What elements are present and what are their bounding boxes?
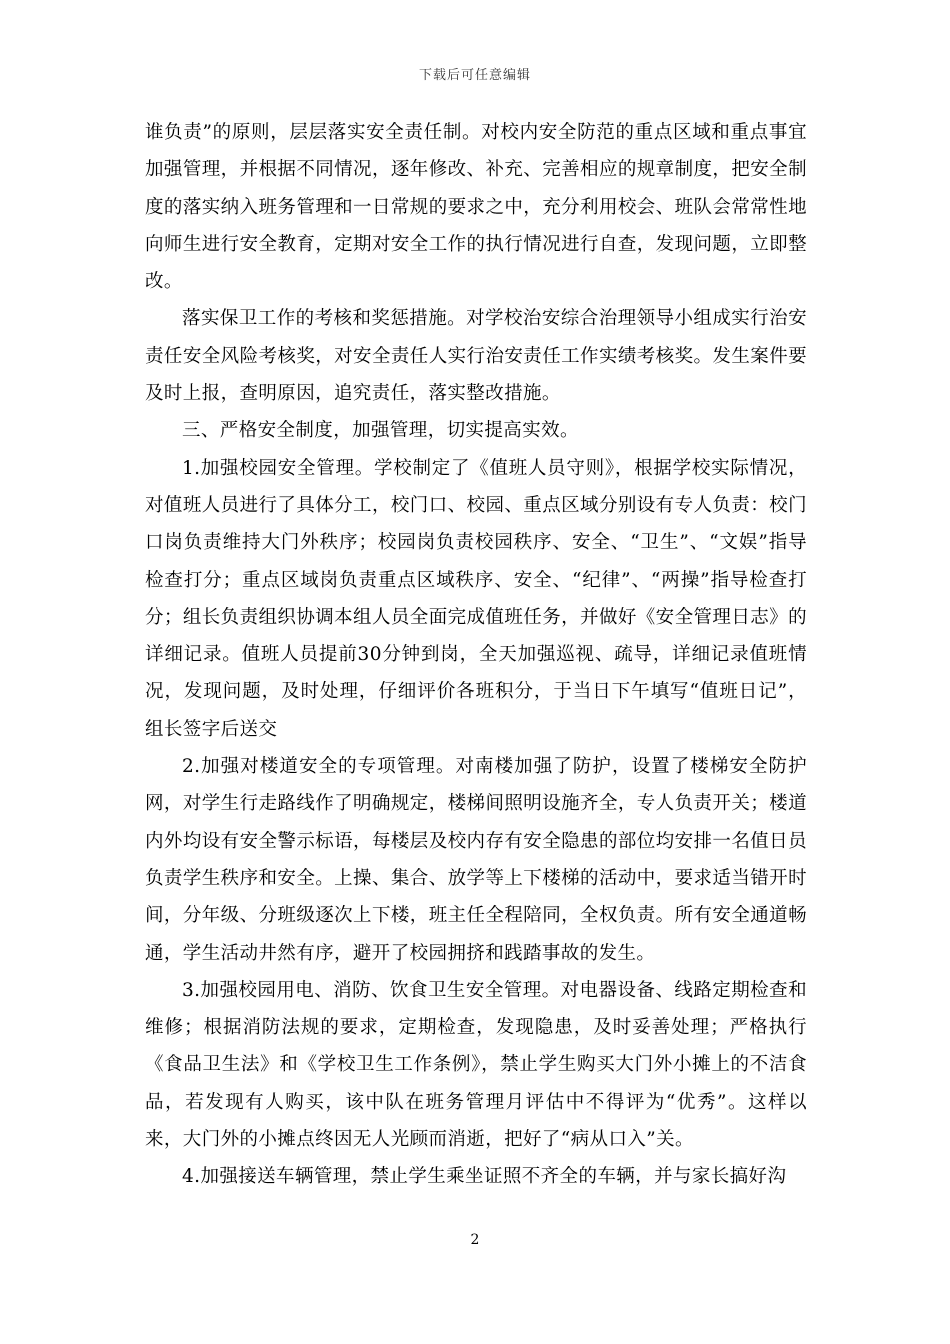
paragraph-continuation: 谁负责”的原则，层层落实安全责任制。对校内安全防范的重点区域和重点事宜加强管理，并根据不同情况，逐年修改、补充、完善相应的规章制度，把安全制度的落实纳入班务管理和一日常规的要求之中，充分利用校会、班队会常常性地向师生进行安全教育，定期对安全工作的执行情况进行自查，发现问题，立即整改。 — [145, 122, 807, 293]
page-number: 2 — [470, 1232, 480, 1248]
paragraph-item-1: 1.加强校园安全管理。学校制定了《值班人员守则》，根据学校实际情况，对值班人员进行了具体分工，校门口、校园、重点区域分别设有专人负责：校门口岗负责维持大门外秩序；校园岗负责校园秩序、安全、“卫生”、“文娱”指导检查打分；重点区域岗负责重点区域秩序、安全、“纪律”、“两操”指导检查打分；组长负责组织协调本组人员全面完成值班任务，并做好《安全管理日志》的详细记录。值班人员提前30分钟到岗，全天加强巡视、疏导，详细记录值班情况，发现问题，及时处理，仔细评价各班积分，于当日下午填写“值班日记”，组长签字后送交 — [145, 457, 807, 740]
paragraph-item-4: 4.加强接送车辆管理，禁止学生乘坐证照不齐全的车辆，并与家长搞好沟 — [182, 1166, 787, 1188]
section-heading-3: 三、严格安全制度，加强管理，切实提高实效。 — [182, 420, 579, 442]
paragraph-item-2: 2.加强对楼道安全的专项管理。对南楼加强了防护，设置了楼梯安全防护网，对学生行走路线作了明确规定，楼梯间照明设施齐全，专人负责开关；楼道内外均设有安全警示标语，每楼层及校内存有安全隐患的部位均安排一名值日员负责学生秩序和安全。上操、集合、放学等上下楼梯的活动中，要求适当错开时间，分年级、分班级逐次上下楼，班主任全程陪同，全权负责。所有安全通道畅通，学生活动井然有序，避开了校园拥挤和践踏事故的发生。 — [145, 756, 807, 964]
paragraph-item-3: 3.加强校园用电、消防、饮食卫生安全管理。对电器设备、线路定期检查和维修；根据消防法规的要求，定期检查，发现隐患，及时妥善处理；严格执行《食品卫生法》和《学校卫生工作条例》，禁止学生购买大门外小摊上的不洁食品，若发现有人购买，该中队在班务管理月评估中不得评为“优秀”。这样以来，大门外的小摊点终因无人光顾而消逝，把好了“病从口入”关。 — [145, 979, 807, 1151]
page-header: 下载后可任意编辑 — [418, 68, 531, 83]
document-body — [145, 114, 807, 1196]
paragraph-assessment: 落实保卫工作的考核和奖惩措施。对学校治安综合治理领导小组成实行治安责任安全风险考核奖，对安全责任人实行治安责任工作实绩考核奖。发生案件要及时上报，查明原因，追究责任，落实整改措施。 — [145, 308, 807, 405]
